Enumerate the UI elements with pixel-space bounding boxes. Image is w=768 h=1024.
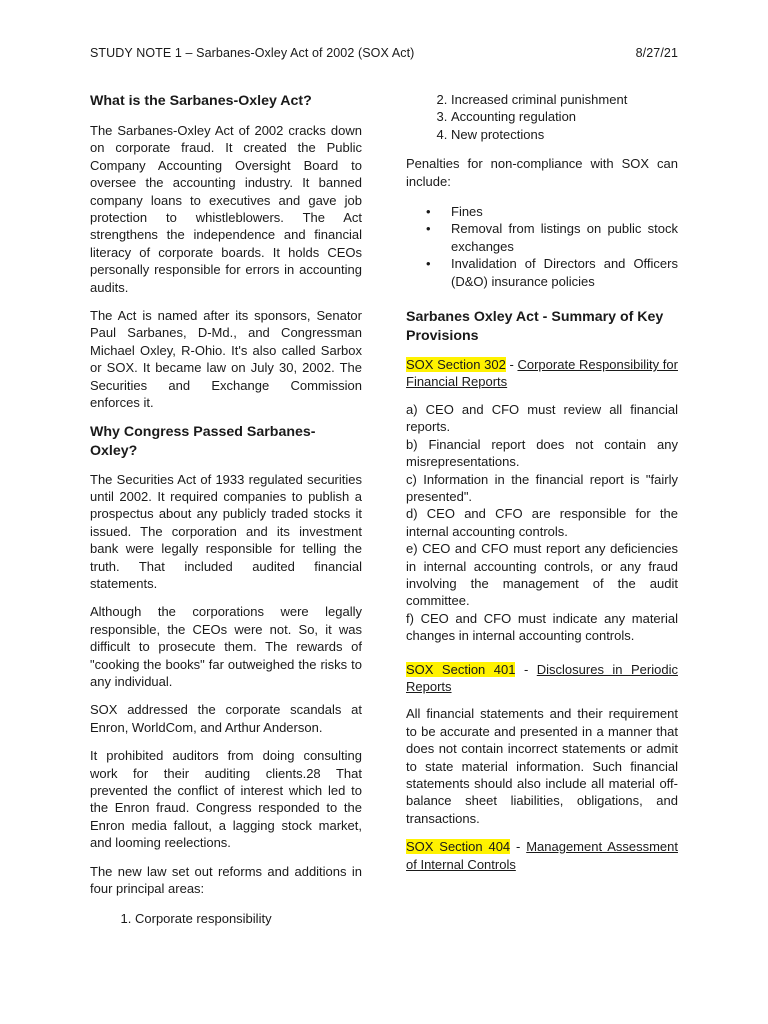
page-header xyxy=(90,46,678,60)
dash: - xyxy=(523,661,529,677)
paragraph: Although the corporations were legally responsible, the CEOs were not. So, it was difficult to prosecute them. The rewards of "cooking the books" far outweighed the risks to any individual. xyxy=(90,604,362,689)
list-item: 3. Accounting regulation xyxy=(451,108,678,125)
left-column xyxy=(90,92,362,939)
areas-list xyxy=(90,910,362,927)
right-column xyxy=(406,91,678,883)
paragraph: SOX addressed the corporate scandals at Enron, WorldCom, and Arthur Anderson. xyxy=(90,702,362,735)
section-404-heading xyxy=(406,838,678,873)
paragraph: Penalties for non-compliance with SOX can include: xyxy=(406,156,678,189)
section-404-label: SOX Section 404 xyxy=(406,839,511,855)
provision-item: b) Financial report does not contain any misrepresentations. xyxy=(406,436,678,470)
list-item: 1. Corporate responsibility xyxy=(135,910,362,927)
header-date: 8/27/21 xyxy=(635,46,678,60)
paragraph: The Act is named after its sponsors, Senator Paul Sarbanes, D-Md., and Congressman Michael Oxley, R-Ohio. It's also called Sarbox or SOX. It became law on July 30, 2002. The Securities and Exchange Commission enforces it. xyxy=(90,308,362,411)
section-401-title: Disclosures in Periodic Reports xyxy=(406,661,678,694)
provision-item: a) CEO and CFO must review all financial reports. xyxy=(406,401,678,435)
section-401-label: SOX Section 401 xyxy=(406,661,516,677)
paragraph: The Sarbanes-Oxley Act of 2002 cracks down on corporate fraud. It created the Public Company Accounting Oversight Board to oversee the accounting industry. It banned company loans to executives and gave job protection to whistleblowers. The Act strengthens the independence and financial literacy of corporate boards. It holds CEOs personally responsible for errors in accounting audits. xyxy=(90,123,362,295)
paragraph: It prohibited auditors from doing consulting work for their auditing clients.28 That prevented the conflict of interest which led to the Enron fraud. Congress responded to the Enron media fallout, a lagging stock market, and looming reelections. xyxy=(90,748,362,851)
heading-summary-provisions: Sarbanes Oxley Act - Summary of Key Provisions xyxy=(406,309,664,345)
section-401-heading xyxy=(406,661,678,696)
dash: - xyxy=(516,839,521,855)
penalties-list xyxy=(406,203,678,290)
list-item: • Fines xyxy=(426,203,678,220)
provision-item: c) Information in the financial report is "fairly presented". xyxy=(406,471,678,504)
list-item: • Invalidation of Directors and Officers (D&O) insurance policies xyxy=(426,255,678,290)
section-302-label: SOX Section 302 xyxy=(406,357,506,373)
list-item: 4. New protections xyxy=(451,126,678,143)
section-302-title: Corporate Responsibility for Financial Reports xyxy=(406,357,678,390)
provision-item: e) CEO and CFO must report any deficiencies in internal accounting controls, or any fraud involving the management of the audit committee. xyxy=(406,541,678,609)
areas-list-continued xyxy=(406,91,678,143)
provision-item: d) CEO and CFO are responsible for the internal accounting controls. xyxy=(406,506,678,539)
paragraph: The Securities Act of 1933 regulated securities until 2002. It required companies to publish a prospectus about any publicly traded stocks it issued. The corporation and its investment bank were legally responsible for telling the truth. That included audited financial statements. xyxy=(90,471,362,591)
heading-what-is-sox: What is the Sarbanes-Oxley Act? xyxy=(90,93,312,109)
paragraph: The new law set out reforms and additions in four principal areas: xyxy=(90,863,362,897)
provision-item: f) CEO and CFO must indicate any material changes in internal accounting controls. xyxy=(406,610,678,644)
section-401-text: All financial statements and their requirement to be accurate and presented in a manner that does not contain incorrect statements or admit to state material information. Such financial statements should also include all material off-balance sheet liabilities, obligations, and transactions. xyxy=(406,706,678,826)
list-item: • Removal from listings on public stock exchanges xyxy=(426,220,678,255)
section-302-provisions xyxy=(406,401,678,645)
section-404-title: Management Assessment of Internal Controls xyxy=(406,839,678,872)
header-title: STUDY NOTE 1 – Sarbanes-Oxley Act of 2002 (SOX Act) xyxy=(90,46,415,60)
dash: - xyxy=(509,357,514,373)
list-item: 2. Increased criminal punishment xyxy=(451,91,678,108)
section-302-heading xyxy=(406,356,678,391)
heading-why-congress: Why Congress Passed Sarbanes-Oxley? xyxy=(90,423,316,459)
